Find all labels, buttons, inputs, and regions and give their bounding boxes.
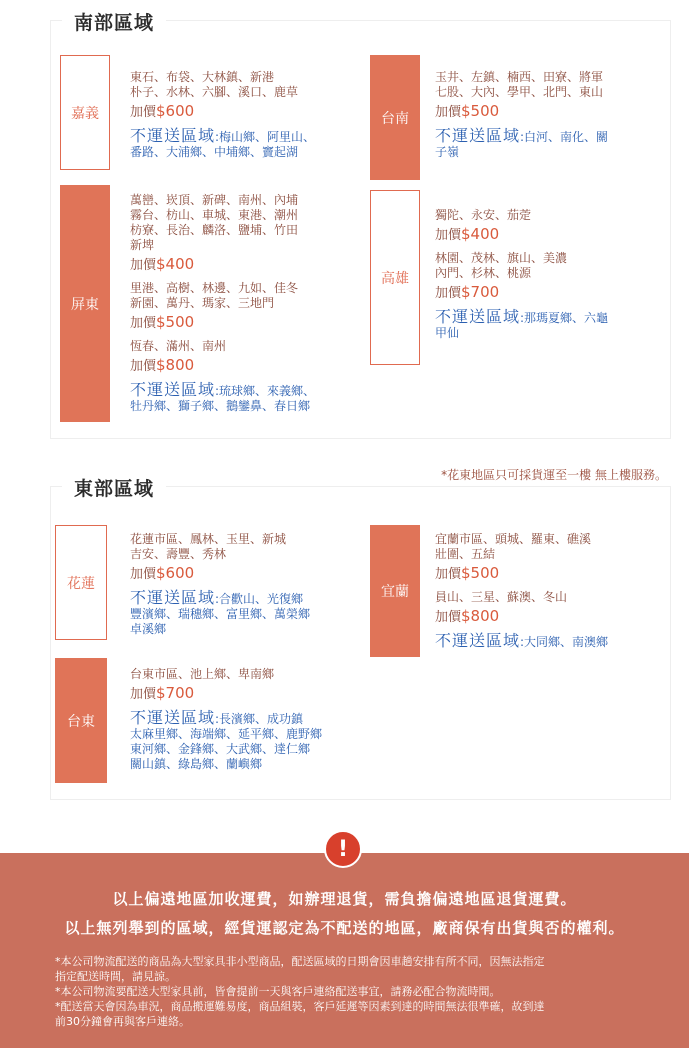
pingtung-towns-3: 恆春、滿州、南州	[130, 339, 227, 353]
region-name: 台南	[381, 110, 409, 127]
footer-notice-line-2: 以上無列舉到的區域，經貨運認定為不配送的地區，廠商保有出貨與否的權利。	[64, 919, 625, 937]
taitung-no-delivery: 不運送區域:長濱鄉、成功鎮 太麻里鄉、海端鄉、延平鄉、鹿野鄉 東河鄉、金鋒鄉、大武鄉、達仁鄉 關山鎮、綠島鄉、蘭嶼鄉	[130, 708, 323, 771]
tainan-no-delivery: 不運送區域:白河、南化、關 子嶺	[435, 126, 609, 159]
region-label-taitung	[55, 658, 107, 783]
taitung-info	[130, 667, 370, 772]
kaohsiung-price-2: 加價$700	[435, 283, 500, 301]
east-section-title: 東部區域	[62, 474, 166, 501]
region-name: 屏東	[71, 296, 99, 313]
tainan-towns: 玉井、左鎮、楠西、田寮、將軍 七股、大內、學甲、北門、東山	[435, 70, 604, 99]
region-label-tainan	[370, 55, 420, 180]
pingtung-price-2: 加價$500	[130, 313, 195, 331]
hualien-taitung-note: *花東地區只可採貨運至一樓 無上樓服務。	[441, 468, 667, 482]
region-name: 高雄	[381, 270, 409, 287]
kaohsiung-no-delivery: 不運送區域:那瑪夏鄉、六龜 甲仙	[435, 307, 609, 340]
region-label-hualien	[55, 525, 107, 640]
warning-icon: !	[324, 830, 362, 868]
region-name: 嘉義	[71, 105, 99, 122]
chiayi-no-delivery: 不運送區域:梅山鄉、阿里山、 番路、大浦鄉、中埔鄉、竇起湖	[130, 126, 316, 159]
kaohsiung-info	[435, 208, 665, 341]
chiayi-info	[130, 70, 350, 160]
hualien-info	[130, 532, 360, 637]
region-label-yilan	[370, 525, 420, 657]
taitung-towns: 台東市區、池上鄉、卑南鄉	[130, 667, 275, 681]
pingtung-price-3: 加價$800	[130, 356, 195, 374]
tainan-info	[435, 70, 665, 160]
region-name: 花蓮	[67, 575, 95, 592]
kaohsiung-towns-1: 獨陀、永安、茄萣	[435, 208, 532, 222]
hualien-price: 加價$600	[130, 564, 195, 582]
south-section-title: 南部區域	[62, 8, 166, 35]
hualien-towns: 花蓮市區、鳳林、玉里、新城 吉安、壽豐、秀林	[130, 532, 287, 561]
pingtung-info	[130, 193, 360, 414]
kaohsiung-towns-2: 林園、茂林、旗山、美濃 內門、杉林、桃源	[435, 251, 568, 280]
region-label-pingtung	[60, 185, 110, 422]
region-name: 宜蘭	[381, 584, 409, 600]
yilan-price-1: 加價$500	[435, 564, 500, 582]
region-name: 台東	[67, 713, 95, 730]
title-divider	[150, 20, 670, 21]
yilan-towns-1: 宜蘭市區、頭城、羅東、礁溪 壯圍、五結	[435, 532, 592, 561]
kaohsiung-price-1: 加價$400	[435, 225, 500, 243]
chiayi-towns: 東石、布袋、大林鎮、新港 朴子、水林、六腳、溪口、鹿草	[130, 70, 299, 99]
tainan-price: 加價$500	[435, 102, 500, 120]
pingtung-towns-1: 萬巒、崁頂、新碑、南州、內埔 霧台、枋山、車城、東港、潮州 枋寮、長治、麟洛、鹽埔、竹田 新埤	[130, 193, 299, 252]
footer-notice-line-1: 以上偏遠地區加收運費，如辦理退貨，需負擔偏遠地區退貨運費。	[112, 890, 577, 908]
footer-fine-print: *本公司物流配送的商品為大型家具非小型商品，配送區域的日期會因車趟安排有所不同，因無法指定 指定配送時間，請見諒。 *本公司物流要配送大型家具前，皆會提前一天與客戶連絡配送事宜，請務必配合物流時間。 *配送當天會因為車況，商品搬運難易度，商品組裝，客戶延遲等因素到達的時間無法很準確，故到達 前30分鐘會再與客戶連絡。	[55, 955, 545, 1028]
pingtung-price-1: 加價$400	[130, 255, 195, 273]
taitung-price: 加價$700	[130, 684, 195, 702]
pingtung-no-delivery: 不運送區域:琉球鄉、來義鄉、 牡丹鄉、獅子鄉、鵝鑾鼻、春日鄉	[130, 380, 316, 413]
region-label-kaohsiung	[370, 190, 420, 365]
chiayi-price: 加價$600	[130, 102, 195, 120]
hualien-no-delivery: 不運送區域:合歡山、光復鄉 豐濱鄉、瑞穗鄉、富里鄉、萬榮鄉 卓溪鄉	[130, 588, 311, 636]
region-label-chiayi	[60, 55, 110, 170]
yilan-no-delivery: 不運送區域:大同鄉、南澳鄉	[435, 631, 609, 650]
pingtung-towns-2: 里港、高樹、林邊、九如、佳冬 新園、萬丹、瑪家、三地門	[130, 281, 299, 310]
yilan-towns-2: 員山、三星、蘇澳、冬山	[435, 590, 568, 604]
yilan-price-2: 加價$800	[435, 607, 500, 625]
yilan-info	[435, 532, 665, 650]
